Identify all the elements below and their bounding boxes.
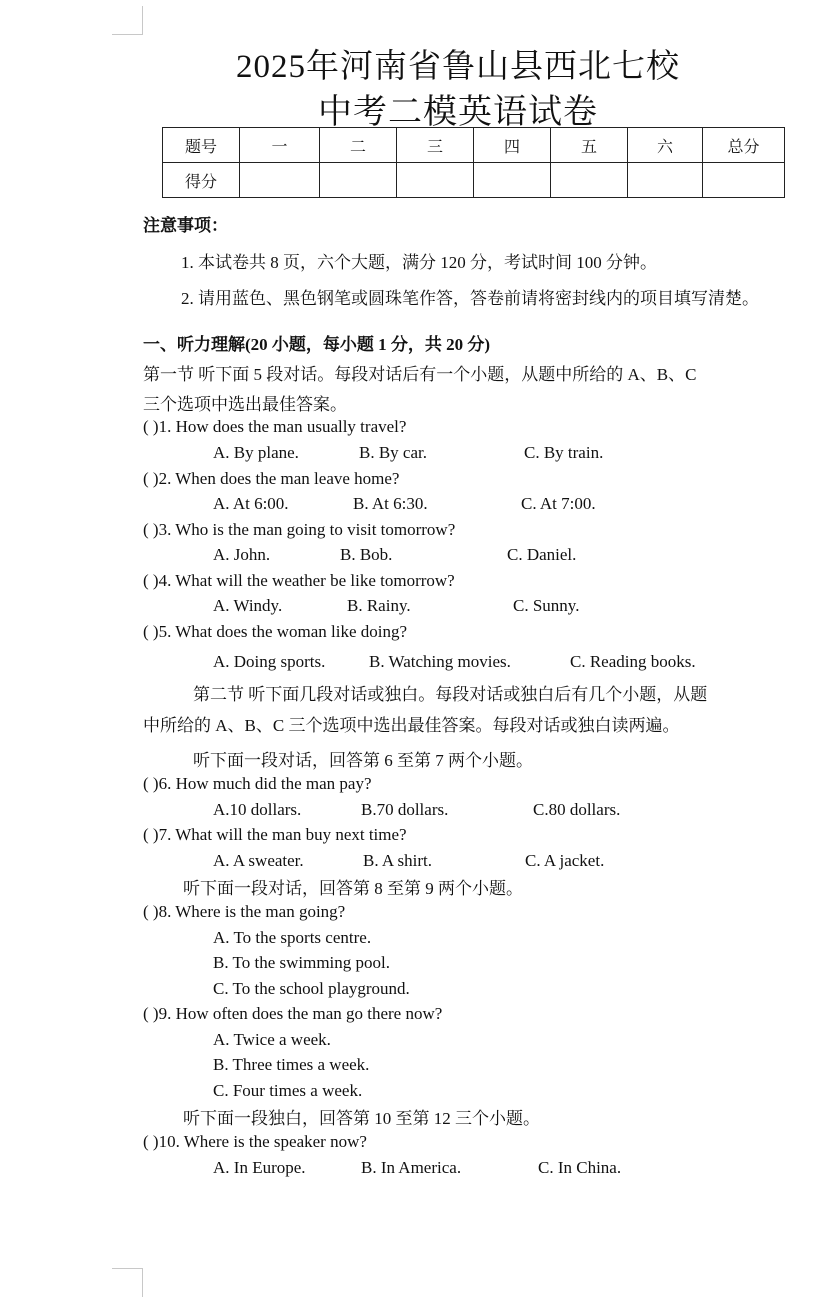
score-entry-cell[interactable] xyxy=(703,163,785,198)
score-table-cell: 二 xyxy=(320,128,397,163)
score-row-label: 得分 xyxy=(163,163,240,198)
option-c: C. At 7:00. xyxy=(521,494,596,513)
option-a: A. A sweater. xyxy=(213,851,304,870)
option-b: B. To the swimming pool. xyxy=(213,953,391,972)
score-table-cell: 六 xyxy=(628,128,703,163)
score-table-cell: 四 xyxy=(474,128,551,163)
option-c: C.80 dollars. xyxy=(533,800,621,819)
question-text: ( )7. What will the man buy next time? xyxy=(143,825,407,844)
option-a: A. By plane. xyxy=(213,443,299,462)
question-text: ( )2. When does the man leave home? xyxy=(143,469,400,488)
exam-title-line1: 2025年河南省鲁山县西北七校 xyxy=(236,49,680,85)
option-b: B. At 6:30. xyxy=(353,494,428,513)
score-entry-cell[interactable] xyxy=(397,163,474,198)
option-a: A. Twice a week. xyxy=(213,1030,331,1049)
part2-instruction: 中所给的 A、B、C 三个选项中选出最佳答案。每段对话或独白读两遍。 xyxy=(143,716,680,735)
option-a: A. To the sports centre. xyxy=(213,928,372,947)
score-table-cell: 三 xyxy=(397,128,474,163)
option-c: C. Reading books. xyxy=(570,652,696,671)
option-c: C. Daniel. xyxy=(507,545,577,564)
score-entry-cell[interactable] xyxy=(320,163,397,198)
score-table-cell: 总分 xyxy=(703,128,785,163)
crop-mark-top xyxy=(112,6,143,35)
option-b: B. Bob. xyxy=(340,545,393,564)
question-text: ( )5. What does the woman like doing? xyxy=(143,622,408,641)
option-b: B. In America. xyxy=(361,1158,462,1177)
option-a: A. In Europe. xyxy=(213,1158,306,1177)
score-table-cell: 题号 xyxy=(163,128,240,163)
option-c: C. By train. xyxy=(524,443,604,462)
option-b: B. Watching movies. xyxy=(369,652,511,671)
note-item: 2. 请用蓝色、黑色钢笔或圆珠笔作答，答卷前请将密封线内的项目填写清楚。 xyxy=(181,289,759,308)
question-text: ( )4. What will the weather be like tomorrow? xyxy=(143,571,455,590)
score-entry-cell[interactable] xyxy=(240,163,320,198)
option-a: A. Windy. xyxy=(213,596,283,615)
part2-instruction: 第二节 听下面几段对话或独白。每段对话或独白后有几个小题，从题 xyxy=(193,685,708,704)
section-heading: 一、听力理解(20 小题，每小题 1 分，共 20 分) xyxy=(143,335,491,354)
question-text: ( )8. Where is the man going? xyxy=(143,902,346,921)
score-table xyxy=(162,127,785,198)
option-a: A.10 dollars. xyxy=(213,800,302,819)
question-text: ( )1. How does the man usually travel? xyxy=(143,417,407,436)
score-table-cell: 一 xyxy=(240,128,320,163)
option-a: A. At 6:00. xyxy=(213,494,289,513)
option-c: C. Sunny. xyxy=(513,596,580,615)
question-text: ( )3. Who is the man going to visit tomorrow? xyxy=(143,520,456,539)
score-table-score-row xyxy=(163,163,785,198)
exam-title-line2: 中考二模英语试卷 xyxy=(318,94,598,131)
question-text: ( )6. How much did the man pay? xyxy=(143,774,372,793)
note-item: 1. 本试卷共 8 页，六个大题，满分 120 分，考试时间 100 分钟。 xyxy=(181,253,657,272)
listening-intro: 听下面一段对话，回答第 8 至第 9 两个小题。 xyxy=(183,879,523,898)
option-b: B. Three times a week. xyxy=(213,1055,370,1074)
listening-intro: 听下面一段对话，回答第 6 至第 7 两个小题。 xyxy=(193,751,533,770)
option-b: B. A shirt. xyxy=(363,851,432,870)
score-table-cell: 五 xyxy=(551,128,628,163)
option-c: C. A jacket. xyxy=(525,851,605,870)
score-entry-cell[interactable] xyxy=(628,163,703,198)
listening-intro: 听下面一段独白，回答第 10 至第 12 三个小题。 xyxy=(183,1109,540,1128)
question-text: ( )10. Where is the speaker now? xyxy=(143,1132,367,1151)
score-entry-cell[interactable] xyxy=(474,163,551,198)
option-b: B. Rainy. xyxy=(347,596,411,615)
score-entry-cell[interactable] xyxy=(551,163,628,198)
notes-heading: 注意事项： xyxy=(143,216,228,235)
part1-instruction: 三个选项中选出最佳答案。 xyxy=(143,395,347,414)
option-a: A. Doing sports. xyxy=(213,652,326,671)
part1-instruction: 第一节 听下面 5 段对话。每段对话后有一个小题，从题中所给的 A、B、C xyxy=(143,365,697,384)
option-a: A. John. xyxy=(213,545,271,564)
crop-mark-bottom xyxy=(112,1268,143,1297)
option-c: C. Four times a week. xyxy=(213,1081,363,1100)
question-text: ( )9. How often does the man go there now? xyxy=(143,1004,443,1023)
option-b: B.70 dollars. xyxy=(361,800,449,819)
option-b: B. By car. xyxy=(359,443,427,462)
score-table-header-row xyxy=(163,128,785,163)
option-c: C. To the school playground. xyxy=(213,979,410,998)
option-c: C. In China. xyxy=(538,1158,622,1177)
